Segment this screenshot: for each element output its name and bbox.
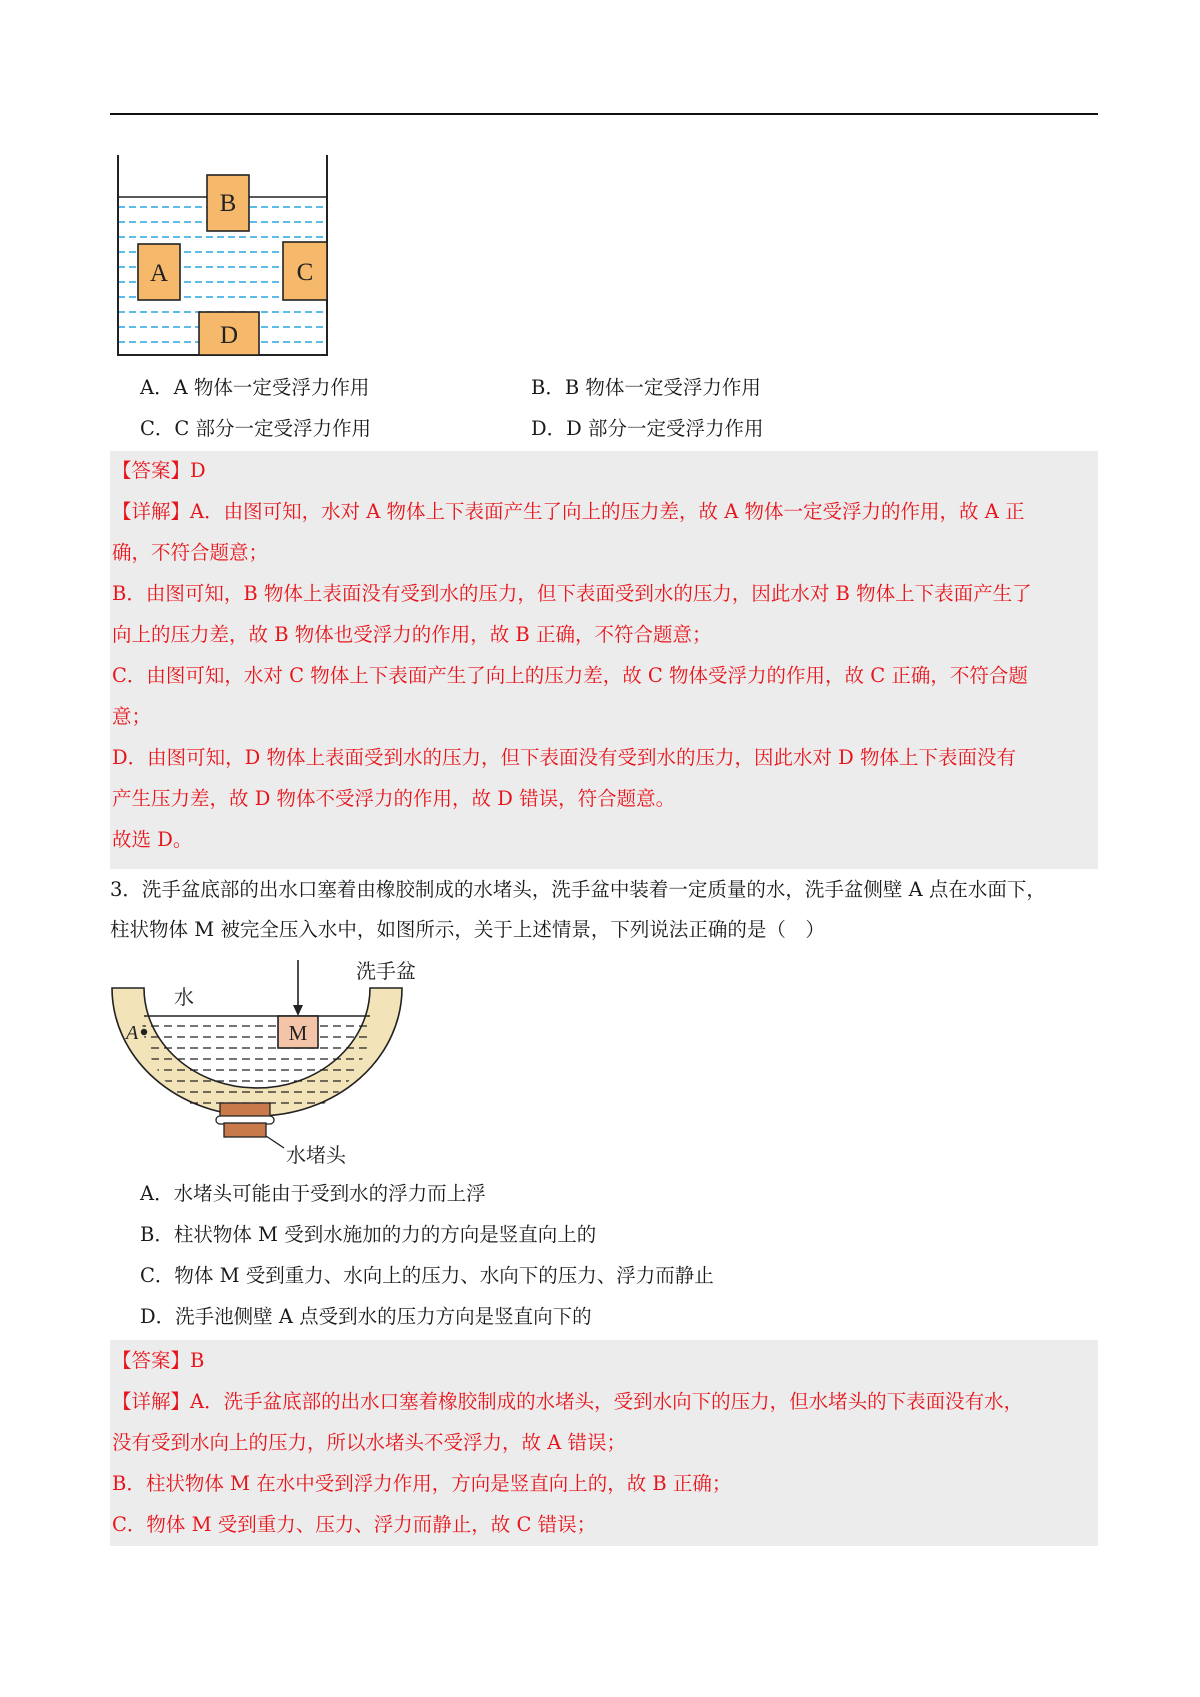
water-label: 水 xyxy=(174,985,194,1009)
q2-answer: 【答案】D xyxy=(112,459,206,482)
label-d: D xyxy=(219,322,239,349)
q2-detail-line: 故选 D。 xyxy=(112,828,193,851)
label-b: B xyxy=(219,190,237,217)
q2-detail-line: 【详解】A．由图可知，水对 A 物体上下表面产生了向上的压力差，故 A 物体一定受浮力的作用，故 A 正 xyxy=(112,500,1025,523)
q2-detail-line: 产生压力差，故 D 物体不受浮力的作用，故 D 错误，符合题意。 xyxy=(112,787,676,810)
q2-option-a: A．A 物体一定受浮力作用 xyxy=(140,376,370,399)
container-figure xyxy=(110,150,335,360)
push-arrowhead xyxy=(293,1005,303,1016)
label-a: A xyxy=(149,260,169,287)
q3-detail-line: 【详解】A．洗手盆底部的出水口塞着橡胶制成的水堵头，受到水向下的压力，但水堵头的下表面没有水， xyxy=(112,1390,1024,1413)
object-m-label: M xyxy=(288,1021,308,1045)
q2-detail-line: 意； xyxy=(112,705,152,728)
point-a-dot xyxy=(141,1029,147,1035)
q3-answer-block xyxy=(110,1340,1098,1546)
q2-detail-line: C．由图可知，水对 C 物体上下表面产生了向上的压力差，故 C 物体受浮力的作用，故 C 正确，不符合题 xyxy=(112,664,1028,687)
q2-detail-line: D．由图可知，D 物体上表面受到水的压力，但下表面没有受到水的压力，因此水对 D 物体上下表面没有 xyxy=(112,746,1016,769)
plug-pointer xyxy=(266,1136,284,1148)
label-c: C xyxy=(296,259,314,286)
q3-option: A．水堵头可能由于受到水的浮力而上浮 xyxy=(140,1182,486,1205)
q2-detail-line: 向上的压力差，故 B 物体也受浮力的作用，故 B 正确，不符合题意； xyxy=(112,623,712,646)
header-rule xyxy=(110,113,1098,115)
q3-option: C．物体 M 受到重力、水向上的压力、水向下的压力、浮力而静止 xyxy=(140,1264,714,1287)
plug-label: 水堵头 xyxy=(286,1143,346,1165)
q3-option: D．洗手池侧壁 A 点受到水的压力方向是竖直向下的 xyxy=(140,1305,592,1328)
q3-detail-line: 没有受到水向上的压力，所以水堵头不受浮力，故 A 错误； xyxy=(112,1431,626,1454)
basin-bowl xyxy=(112,988,402,1116)
q2-answer-block xyxy=(110,451,1098,869)
q3-detail-line: B．柱状物体 M 在水中受到浮力作用，方向是竖直向上的，故 B 正确； xyxy=(112,1472,732,1495)
basin-figure xyxy=(108,950,438,1165)
q3-stem-line: 3．洗手盆底部的出水口塞着由橡胶制成的水堵头，洗手盆中装着一定质量的水，洗手盆侧壁 A 点在水面下， xyxy=(110,878,1046,901)
q3-stem-line: 柱状物体 M 被完全压入水中，如图所示，关于上述情景，下列说法正确的是（ ） xyxy=(110,918,825,941)
basin-label: 洗手盆 xyxy=(356,959,416,983)
point-a-label: A xyxy=(126,1022,139,1044)
q3-option: B．柱状物体 M 受到水施加的力的方向是竖直向上的 xyxy=(140,1223,597,1246)
q2-option-d: D．D 部分一定受浮力作用 xyxy=(531,417,764,440)
q2-detail-line: B．由图可知，B 物体上表面没有受到水的压力，但下表面受到水的压力，因此水对 B 物体上下表面产生了 xyxy=(112,582,1032,605)
q2-detail-line: 确，不符合题意； xyxy=(112,541,269,564)
q3-answer: 【答案】B xyxy=(112,1349,205,1372)
drain-plug xyxy=(216,1103,274,1137)
q2-option-b: B．B 物体一定受浮力作用 xyxy=(531,376,761,399)
q2-option-c: C．C 部分一定受浮力作用 xyxy=(140,417,372,440)
q3-detail-line: C．物体 M 受到重力、压力、浮力而静止，故 C 错误； xyxy=(112,1513,597,1536)
